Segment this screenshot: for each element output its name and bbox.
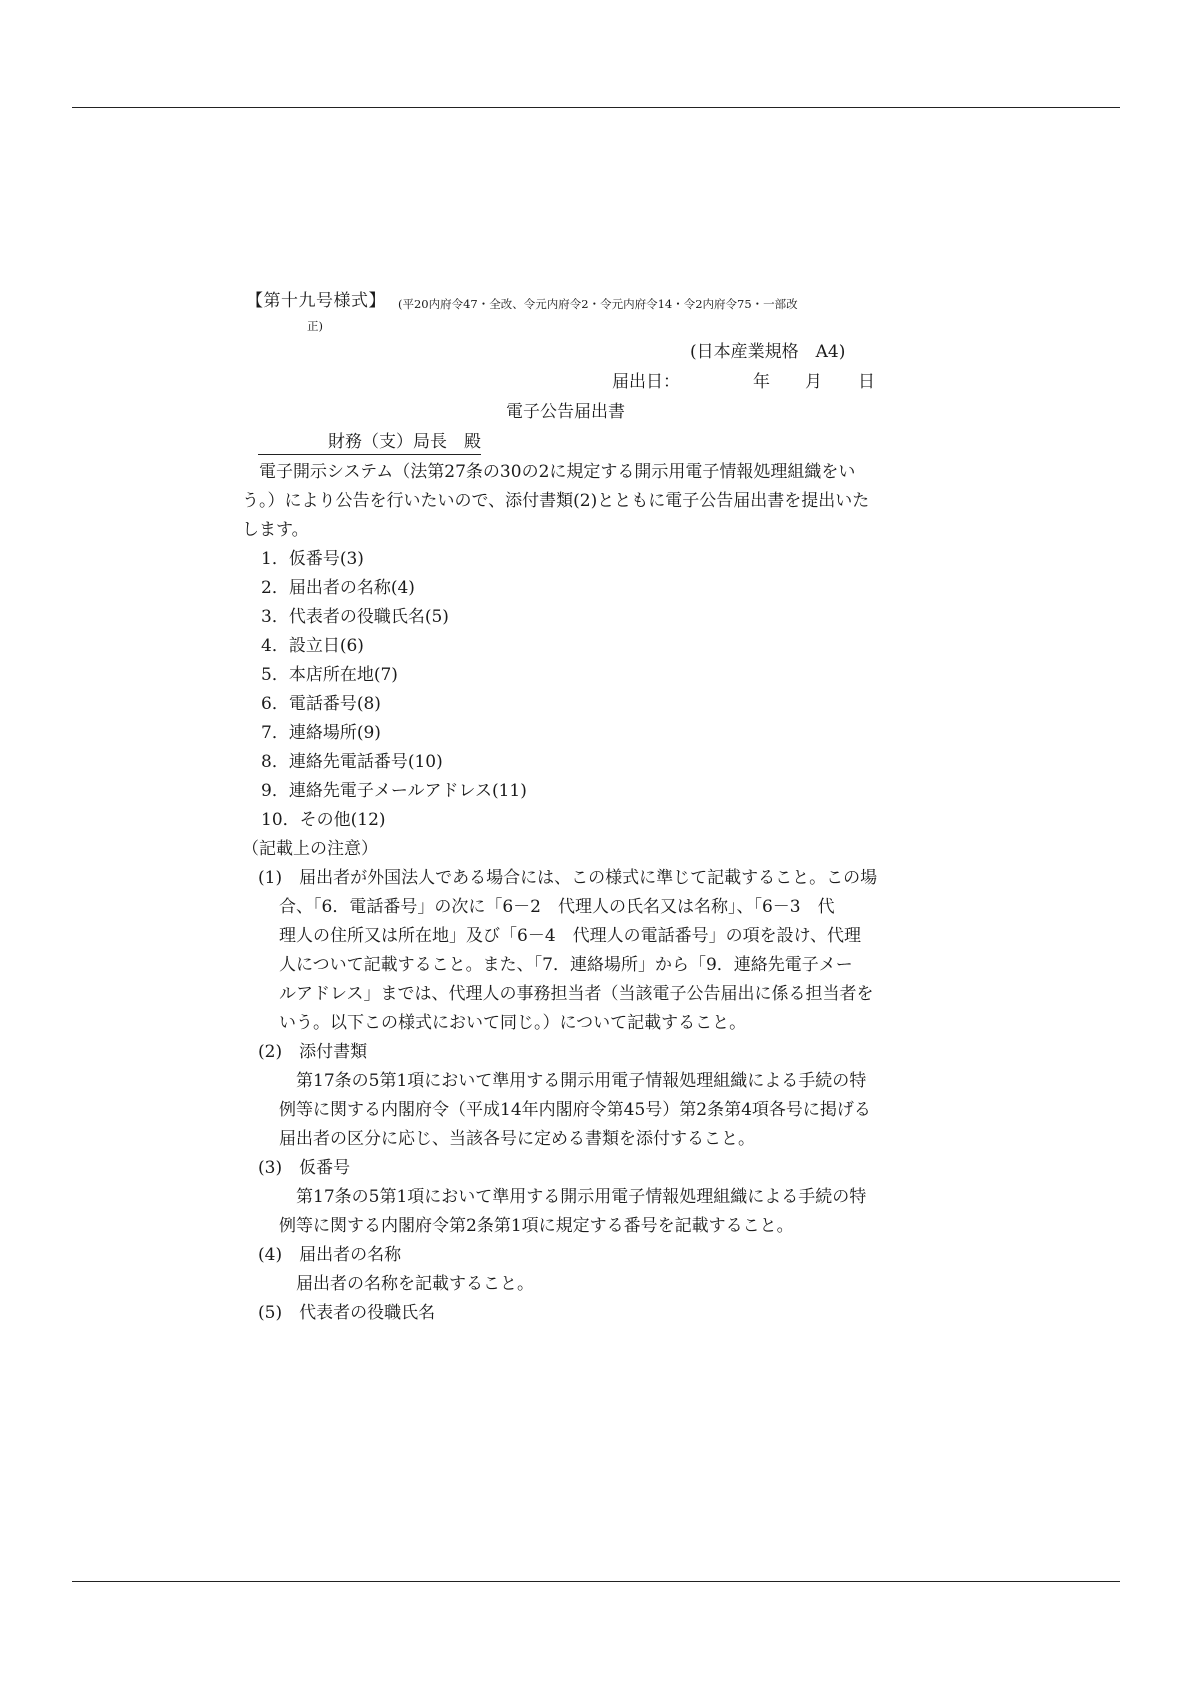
header-rule bbox=[72, 107, 1120, 108]
amendment-note: (平20内府令47・全改、令元内府令2・令元内府令14・令2内府令75・一部改 bbox=[398, 297, 798, 311]
document-title: 電子公告届出書 bbox=[506, 402, 625, 422]
note-line: 第17条の5第1項において準用する開示用電子情報処理組織による手続の特 bbox=[296, 1071, 867, 1091]
note-line: 届出者の名称を記載すること。 bbox=[296, 1274, 534, 1294]
list-item-9: 9．連絡先電子メールアドレス(11) bbox=[261, 781, 527, 801]
note-line: (1) 届出者が外国法人である場合には、この様式に準じて記載すること。この場 bbox=[258, 868, 878, 888]
notes-heading: （記載上の注意） bbox=[242, 839, 378, 859]
day-label: 日 bbox=[858, 372, 875, 392]
amendment-note-continued: 正) bbox=[307, 319, 323, 333]
note-line: 人について記載すること。また、「7．連絡場所」から「9．連絡先電子メー bbox=[279, 955, 853, 975]
note-line: 例等に関する内閣府令（平成14年内閣府令第45号）第2条第4項各号に掲げる bbox=[279, 1100, 871, 1120]
list-item-4: 4．設立日(6) bbox=[261, 636, 364, 656]
list-item-3: 3．代表者の役職氏名(5) bbox=[261, 607, 449, 627]
year-label: 年 bbox=[753, 372, 770, 392]
list-item-10: 10．その他(12) bbox=[261, 810, 386, 830]
note-line: ルアドレス」までは、代理人の事務担当者（当該電子公告届出に係る担当者を bbox=[279, 984, 874, 1004]
note-line: (3) 仮番号 bbox=[258, 1158, 351, 1178]
note-line: 合、「6．電話番号」の次に「6－2 代理人の氏名又は名称」、「6－3 代 bbox=[279, 897, 835, 917]
list-item-7: 7．連絡場所(9) bbox=[261, 723, 381, 743]
list-item-5: 5．本店所在地(7) bbox=[261, 665, 398, 685]
list-item-8: 8．連絡先電話番号(10) bbox=[261, 752, 443, 772]
paper-size-note: (日本産業規格 A4) bbox=[690, 342, 846, 362]
note-line: (5) 代表者の役職氏名 bbox=[258, 1303, 436, 1323]
filing-date-label: 届出日： bbox=[612, 372, 680, 392]
footer-rule bbox=[72, 1581, 1120, 1582]
note-line: 第17条の5第1項において準用する開示用電子情報処理組織による手続の特 bbox=[296, 1187, 867, 1207]
list-item-1: 1．仮番号(3) bbox=[261, 549, 364, 569]
note-line: (2) 添付書類 bbox=[258, 1042, 368, 1062]
addressee: 財務（支）局長 殿 bbox=[258, 431, 481, 455]
intro-line-3: します。 bbox=[242, 520, 309, 540]
month-label: 月 bbox=[805, 372, 822, 392]
note-line: いう。以下この様式において同じ。）について記載すること。 bbox=[279, 1013, 747, 1033]
list-item-6: 6．電話番号(8) bbox=[261, 694, 381, 714]
note-line: 届出者の区分に応じ、当該各号に定める書類を添付すること。 bbox=[279, 1129, 755, 1149]
note-line: 理人の住所又は所在地」及び「6－4 代理人の電話番号」の項を設け、代理 bbox=[279, 926, 861, 946]
intro-line-1: 電子開示システム（法第27条の30の2に規定する開示用電子情報処理組織をい bbox=[259, 462, 856, 482]
intro-line-2: う。）により公告を行いたいので、添付書類(2)とともに電子公告届出書を提出いた bbox=[242, 491, 870, 511]
form-number: 【第十九号様式】 bbox=[246, 291, 386, 311]
list-item-2: 2．届出者の名称(4) bbox=[261, 578, 415, 598]
note-line: (4) 届出者の名称 bbox=[258, 1245, 402, 1265]
note-line: 例等に関する内閣府令第2条第1項に規定する番号を記載すること。 bbox=[279, 1216, 794, 1236]
